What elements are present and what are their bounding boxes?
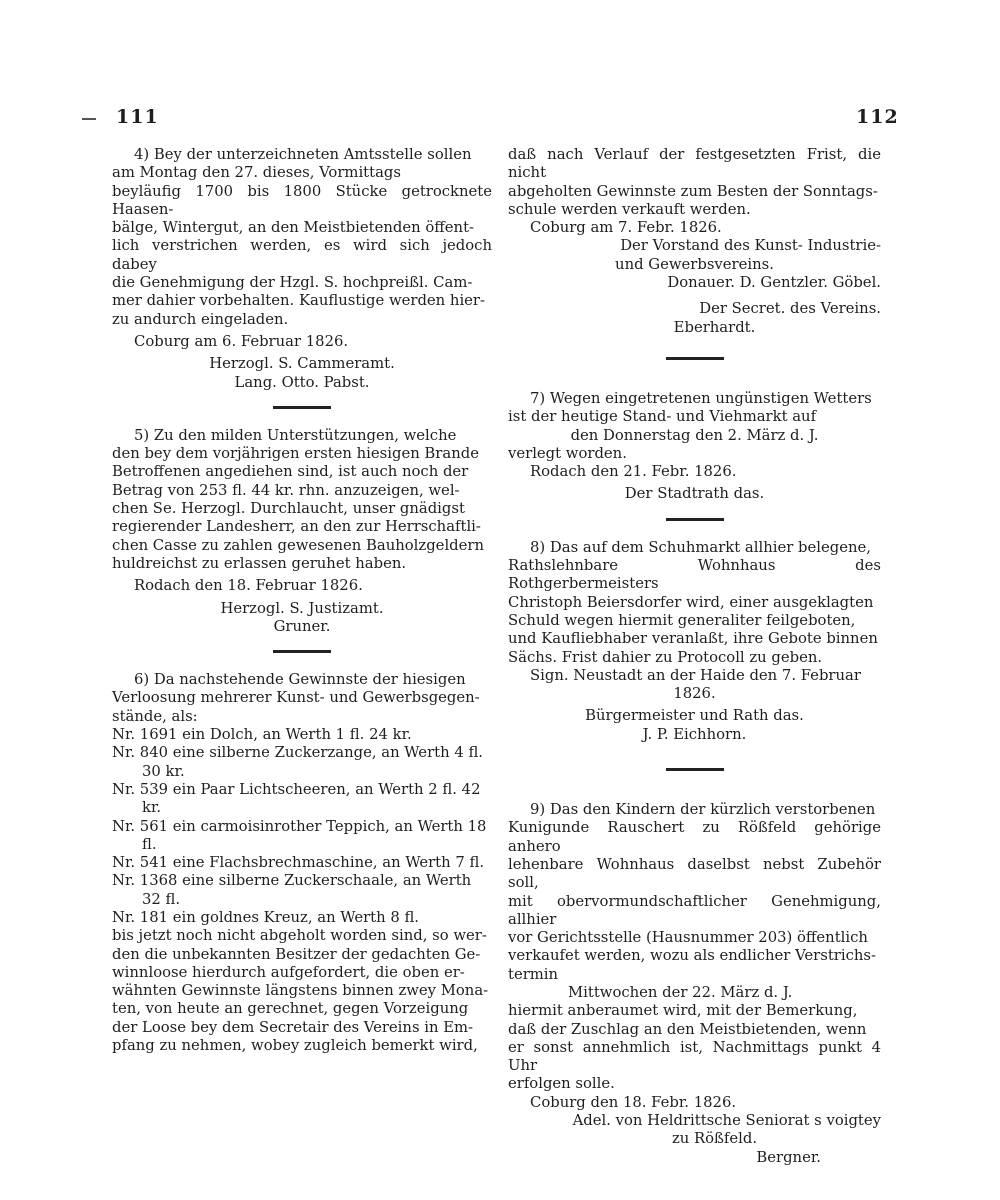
section-divider: [273, 650, 331, 653]
notice-line: ist der heutige Stand- und Viehmarkt auf: [508, 408, 817, 426]
notice-line: er sonst annehmlich ist, Nachmittags punkt 4 Uhr: [508, 1038, 881, 1075]
notice-authority: zu Rößfeld.: [671, 1130, 758, 1148]
notice-line: Schuld wegen hiermit generaliter feilgeboten,: [508, 611, 856, 629]
notice-line: Rathslehnbare Wohnhaus des Rothgerbermeisters: [508, 557, 881, 593]
notice-line: Kunigunde Rauschert zu Rößfeld gehörige anhero: [508, 819, 881, 855]
notice-line: termin: [508, 965, 559, 983]
notice-line: bis jetzt noch nicht abgeholt worden sind, so wer-: [112, 927, 487, 945]
notice-line: chen Casse zu zahlen gewesenen Bauholzgeldern: [112, 536, 485, 554]
notice-authority: Der Vorstand des Kunst- Industrie-: [620, 237, 881, 255]
notice-line: 9) Das den Kindern der kürzlich verstorbenen: [530, 801, 876, 819]
prize-item: Nr. 541 eine Flachsbrechmaschine, an Werth 7 fl.: [112, 854, 485, 872]
notice-line: mit obervormundschaftlicher Genehmigung, allhier: [508, 892, 881, 928]
notice-line: den Donnerstag den 2. März d. J.: [570, 426, 819, 444]
notice-8: [508, 539, 881, 744]
notice-signers: Donauer. D. Gentzler. Göbel.: [667, 274, 881, 292]
notice-authority: und Gewerbsvereins.: [615, 255, 774, 273]
notice-line: Betrag von 253 fl. 44 kr. rhn. anzuzeigen, wel-: [112, 481, 460, 499]
notice-line: lehenbare Wohnhaus daselbst nebst Zubehör soll,: [508, 855, 881, 892]
notice-date: Coburg den 18. Febr. 1826.: [530, 1093, 737, 1111]
prize-item: Nr. 840 eine silberne Zuckerzange, an Werth 4 fl. 30 kr.: [112, 744, 484, 780]
notice-date: Rodach den 21. Febr. 1826.: [530, 463, 737, 481]
notice-authority: Herzogl. S. Cammeramt.: [209, 355, 395, 373]
notice-line: huldreichst zu erlassen geruhet haben.: [112, 554, 407, 572]
notice-secretary-title: Der Secret. des Vereins.: [699, 300, 881, 318]
notice-line: daß nach Verlauf der festgesetzten Frist, die nicht: [508, 146, 881, 182]
section-divider: [273, 406, 331, 409]
notice-5: [112, 427, 492, 636]
notice-line: mer dahier vorbehalten. Kauflustige werden hier-: [112, 292, 486, 310]
notice-line: wähnten Gewinnste längstens binnen zwey Mona-: [112, 982, 489, 1000]
prize-item: Nr. 181 ein goldnes Kreuz, an Werth 8 fl.: [112, 908, 420, 926]
notice-authority: Der Stadtrath das.: [624, 485, 765, 503]
notice-authority: Herzogl. S. Justizamt.: [220, 599, 384, 617]
notice-authority: Bürgermeister und Rath das.: [585, 707, 804, 725]
notice-line: bälge, Wintergut, an den Meistbietenden öffent-: [112, 219, 475, 237]
notice-line: 8) Das auf dem Schuhmarkt allhier belegene,: [530, 538, 871, 556]
notice-line: Sächs. Frist dahier zu Protocoll zu geben.: [508, 648, 823, 666]
notice-line: regierender Landesherr, an den zur Herrschaftli-: [112, 518, 481, 536]
notice-signer: Gruner.: [273, 617, 331, 635]
notice-line: und Kaufliebhaber veranlaßt, ihre Gebote binnen: [508, 630, 878, 648]
notice-line: am Montag den 27. dieses, Vormittags: [112, 164, 401, 182]
notice-7: [508, 390, 881, 504]
section-divider: [666, 518, 724, 521]
notice-line: schule werden verkauft werden.: [508, 200, 751, 218]
notice-line: den bey dem vorjährigen ersten hiesigen Brande: [112, 445, 479, 463]
right-page-number: 112: [856, 106, 899, 128]
notice-line: den die unbekannten Besitzer der gedachten Ge-: [112, 945, 481, 963]
notice-secretary-name: Eberhardt.: [673, 318, 756, 336]
notice-4: [112, 146, 492, 392]
left-page-number: 111: [116, 106, 159, 128]
notice-line: Christoph Beiersdorfer wird, einer ausgeklagten: [508, 593, 874, 611]
notice-line: lich verstrichen werden, es wird sich jedoch dabey: [112, 237, 492, 273]
notice-line: beyläufig 1700 bis 1800 Stücke getrocknete Haasen-: [112, 182, 492, 218]
notice-line: Verloosung mehrerer Kunst- und Gewerbsgegen-: [112, 689, 480, 707]
prize-item: Nr. 1691 ein Dolch, an Werth 1 fl. 24 kr.: [112, 726, 412, 744]
left-column: [112, 146, 492, 1055]
notice-line: ten, von heute an gerechnet, gegen Vorzeigung: [112, 1000, 469, 1018]
notice-line: verlegt worden.: [508, 444, 627, 462]
notice-6-continued: [508, 146, 881, 337]
notice-line: 7) Wegen eingetretenen ungünstigen Wetters: [530, 389, 872, 407]
notice-date: Coburg am 7. Febr. 1826.: [530, 219, 722, 237]
notice-line: daß der Zuschlag an den Meistbietenden, wenn: [508, 1020, 867, 1038]
notice-line: abgeholten Gewinnste zum Besten der Sonntags-: [508, 182, 878, 200]
notice-signer: Bergner.: [756, 1148, 821, 1166]
notice-line: 5) Zu den milden Unterstützungen, welche: [134, 426, 457, 444]
notice-line: die Genehmigung der Hzgl. S. hochpreißl. Cam-: [112, 274, 473, 292]
notice-line: vor Gerichtsstelle (Hausnummer 203) öffentlich: [508, 929, 868, 947]
notice-9: [508, 801, 881, 1167]
notice-authority: Adel. von Heldrittsche Seniorat s voigtey: [572, 1112, 881, 1130]
notice-line: hiermit anberaumet wird, mit der Bemerkung,: [508, 1002, 858, 1020]
notice-auction-date: Mittwochen der 22. März d. J.: [568, 983, 793, 1001]
notice-line: winnloose hierdurch aufgefordert, die oben er-: [112, 963, 465, 981]
notice-date: Sign. Neustadt an der Haide den 7. Februar: [530, 666, 861, 684]
margin-dash: [82, 118, 96, 120]
notice-date: Coburg am 6. Februar 1826.: [134, 332, 349, 350]
notice-line: zu andurch eingeladen.: [112, 310, 289, 328]
notice-line: Betroffenen angediehen sind, ist auch noch der: [112, 463, 469, 481]
notice-line: verkaufet werden, wozu als endlicher Verstrichs-: [508, 947, 876, 965]
notice-date: Rodach den 18. Februar 1826.: [134, 577, 363, 595]
notice-line: 6) Da nachstehende Gewinnste der hiesigen: [134, 671, 466, 689]
prize-item: Nr. 1368 eine silberne Zuckerschaale, an Werth 32 fl.: [112, 872, 472, 908]
notice-date: 1826.: [673, 685, 716, 703]
notice-6: [112, 671, 492, 1055]
section-divider: [666, 768, 724, 771]
notice-line: erfolgen solle.: [508, 1075, 615, 1093]
prize-item: Nr. 561 ein carmoisinrother Teppich, an Werth 18 fl.: [112, 817, 487, 853]
notice-line: 4) Bey der unterzeichneten Amtsstelle sollen: [134, 146, 472, 163]
prize-item: Nr. 539 ein Paar Lichtscheeren, an Werth 2 fl. 42 kr.: [112, 780, 481, 817]
notice-line: pfang zu nehmen, wobey zugleich bemerkt wird,: [112, 1037, 478, 1055]
notice-line: der Loose bey dem Secretair des Vereins in Em-: [112, 1018, 474, 1036]
notice-line: chen Se. Herzogl. Durchlaucht, unser gnädigst: [112, 500, 465, 518]
section-divider: [666, 357, 724, 360]
notice-signer: J. P. Eichhorn.: [642, 725, 747, 743]
notice-line: stände, als:: [112, 707, 198, 725]
notice-signers: Lang. Otto. Pabst.: [234, 373, 370, 391]
right-column: [508, 146, 881, 1167]
